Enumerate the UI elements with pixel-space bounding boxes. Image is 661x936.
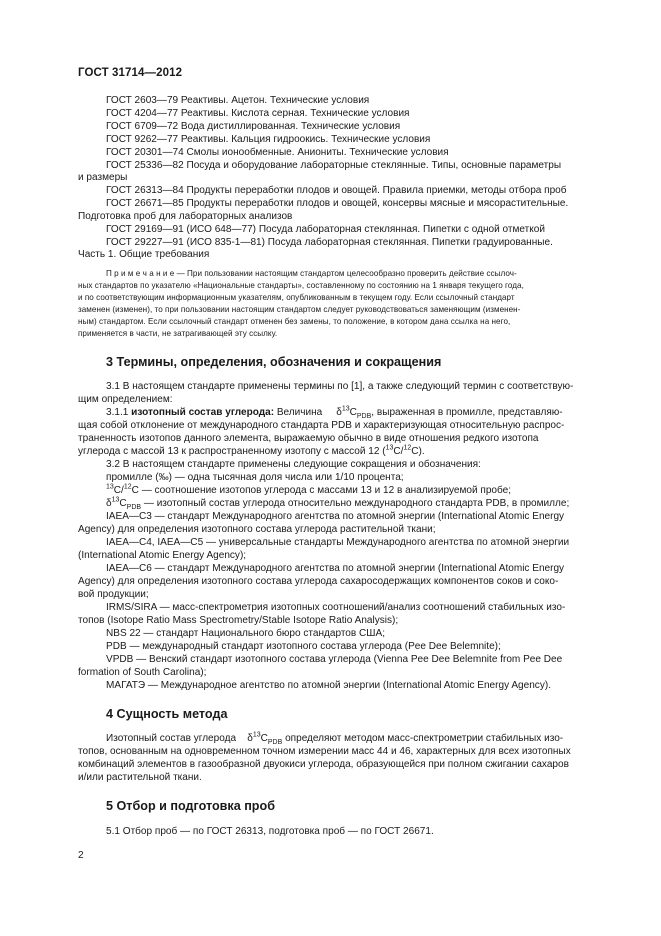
term-definition-line — [78, 407, 642, 420]
document-header: ГОСТ 31714—2012 — [78, 67, 183, 79]
ref-line: ГОСТ 29227—91 (ИСО 835-1—81) Посуда лабораторная стеклянная. Пипетки градуированные. — [106, 237, 553, 248]
text-run: C/ — [393, 446, 404, 457]
page-number: 2 — [78, 850, 84, 861]
superscript: 13 — [252, 731, 261, 739]
superscript: 13 — [341, 405, 350, 413]
text-run: Изотопный состав углерода — [106, 733, 237, 744]
paragraph-line: щая собой отклонение от международного стандарта PDB и характеризующая относительную распрос- — [78, 420, 565, 431]
abbreviation-line: NBS 22 — стандарт Национального бюро стандартов США; — [106, 628, 385, 639]
paragraph-line: топов, основанным на одновременном точном измерении масс 44 и 46, характерных для всех изотопных — [78, 746, 571, 757]
ref-line: ГОСТ 20301—74 Смолы ионообменные. Аниониты. Технические условия — [106, 147, 449, 158]
ref-line: ГОСТ 2603—79 Реактивы. Ацетон. Технические условия — [106, 95, 370, 106]
section-3-title: 3 Термины, определения, обозначения и сокращения — [106, 355, 442, 369]
abbreviation-line: (International Atomic Energy Agency); — [78, 550, 247, 561]
subscript: PDB — [126, 504, 142, 511]
ref-line: ГОСТ 4204—77 Реактивы. Кислота серная. Технические условия — [106, 108, 410, 119]
term-text: , выраженная в промилле, представляю- — [371, 407, 563, 418]
ref-line: и размеры — [78, 172, 128, 183]
text-run: определяют методом масс-спектрометрии стабильных изо- — [282, 733, 564, 744]
abbreviation-line: PDB — международный стандарт изотопного состава углерода (Pee Dee Belemnite); — [106, 641, 501, 652]
ref-line: ГОСТ 6709—72 Вода дистиллированная. Технические условия — [106, 121, 401, 132]
term-number: 3.1.1 — [106, 407, 129, 418]
paragraph-line: и/или растительной ткани. — [78, 772, 202, 783]
subscript: PDB — [267, 739, 283, 746]
note-line: и по соответствующим информационным указателям, опубликованным в текущем году. Если ссылочный стандарт — [78, 293, 515, 302]
text-run: C). — [411, 446, 425, 457]
abbreviation-line: Agency) для определения изотопного состава углерода растительной ткани; — [78, 524, 436, 535]
delta-symbol: δ — [247, 733, 253, 744]
superscript: 13 — [385, 444, 394, 452]
abbreviation-line: вой продукции; — [78, 589, 149, 600]
ref-line: Часть 1. Общие требования — [78, 249, 210, 260]
note-line: ным) стандартом. Если ссылочный стандарт отменен без замены, то положение, в котором дана ссылка на него, — [78, 317, 511, 326]
paragraph-line: 3.1 В настоящем стандарте применены термины по [1], а также следующий термин с соответствую- — [106, 381, 574, 392]
abbreviation-line — [78, 485, 642, 498]
ref-line: ГОСТ 26671—85 Продукты переработки плодов и овощей, консервы мясные и мясорастительные. — [106, 198, 569, 209]
note-line: П р и м е ч а н и е — При пользовании настоящим стандартом целесообразно проверить действие ссылоч- — [106, 269, 517, 278]
abbreviation-line: IRMS/SIRA — масс-спектрометрия изотопных соотношений/анализ соотношений стабильных изо- — [106, 602, 566, 613]
abbreviation-line: IAEA—C3 — стандарт Международного агентства по атомной энергии (International Atomic Energy — [106, 511, 565, 522]
paragraph-line: 5.1 Отбор проб — по ГОСТ 26313, подготовка проб — по ГОСТ 26671. — [106, 826, 434, 837]
carbon-symbol: C — [119, 498, 127, 509]
abbreviation-line: VPDB — Венский стандарт изотопного состава углерода (Vienna Pee Dee Belemnite from Pee Dee — [106, 654, 563, 665]
superscript: 13 — [106, 483, 114, 491]
carbon-symbol: C — [349, 407, 357, 418]
carbon-symbol: C — [260, 733, 268, 744]
note-line: ных стандартов по указателю «Национальные стандарты», составленному по состоянию на 1 января текущего года, — [78, 281, 524, 290]
text-run: — изотопный состав углерода относительно международного стандарта PDB, в промилле; — [141, 498, 570, 509]
paragraph-line: щим определением: — [78, 394, 173, 405]
delta-symbol: δ — [106, 498, 112, 509]
abbreviation-line: МАГАТЭ — Международное агентство по атомной энергии (International Atomic Energy Agency). — [106, 680, 551, 691]
ref-line: ГОСТ 29169—91 (ИСО 648—77) Посуда лабораторная стеклянная. Пипетки с одной отметкой — [106, 224, 545, 235]
abbreviation-line: formation of South Carolina); — [78, 667, 207, 678]
abbreviation-line: Agency) для определения изотопного состава углерода сахаросодержащих компонентов соков и соко- — [78, 576, 559, 587]
paragraph-line — [78, 446, 614, 459]
text-run: C/ — [113, 485, 124, 496]
superscript: 12 — [123, 483, 132, 491]
ref-line: ГОСТ 25336—82 Посуда и оборудование лабораторные стеклянные. Типы, основные параметры — [106, 160, 562, 171]
ref-line: ГОСТ 9262—77 Реактивы. Кальция гидроокись. Технические условия — [106, 134, 431, 145]
paragraph-line: 3.2 В настоящем стандарте применены следующие сокращения и обозначения: — [106, 459, 481, 470]
abbreviation-line: промилле (‰) — одна тысячная доля числа или 1/10 процента; — [106, 472, 404, 483]
term-name: изотопный состав углерода: — [131, 407, 275, 418]
superscript: 12 — [403, 444, 412, 452]
note-line: заменен (изменен), то при пользовании настоящим стандартом следует руководствоваться заменяющим (изменен- — [78, 305, 521, 314]
subscript: PDB — [356, 413, 372, 420]
ref-line: Подготовка проб для лабораторных анализов — [78, 211, 293, 222]
section-5-title: 5 Отбор и подготовка проб — [106, 799, 275, 813]
paragraph-line: траненность изотопов данного элемента, выражаемую обычно в виде отношения редкого изотопа — [78, 433, 539, 444]
abbreviation-line: IAEA—C6 — стандарт Международного агентства по атомной энергии (International Atomic Energy — [106, 563, 565, 574]
note-line: применяется в части, не затрагивающей эту ссылку. — [78, 329, 278, 338]
term-text: Величина — [276, 407, 323, 418]
abbreviation-line — [78, 498, 642, 511]
abbreviation-line: IAEA—C4, IAEA—C5 — универсальные стандарты Международного агентства по атомной энергии — [106, 537, 570, 548]
delta-symbol: δ — [336, 407, 342, 418]
superscript: 13 — [111, 496, 120, 504]
text-run: C — соотношение изотопов углерода с массами 13 и 12 в анализируемой пробе; — [131, 485, 512, 496]
section-4-title: 4 Сущность метода — [106, 707, 228, 721]
paragraph-line — [78, 733, 642, 746]
text-run: углерода с массой 13 к распространенному изотопу с массой 12 ( — [78, 446, 386, 457]
abbreviation-line: топов (Isotope Ratio Mass Spectrometry/Stable Isotope Ratio Analysis); — [78, 615, 399, 626]
paragraph-line: комбинаций элементов в газообразной двуокиси углерода, образующейся при полном сжигании сахаров — [78, 759, 569, 770]
ref-line: ГОСТ 26313—84 Продукты переработки плодов и овощей. Правила приемки, методы отбора проб — [106, 185, 567, 196]
